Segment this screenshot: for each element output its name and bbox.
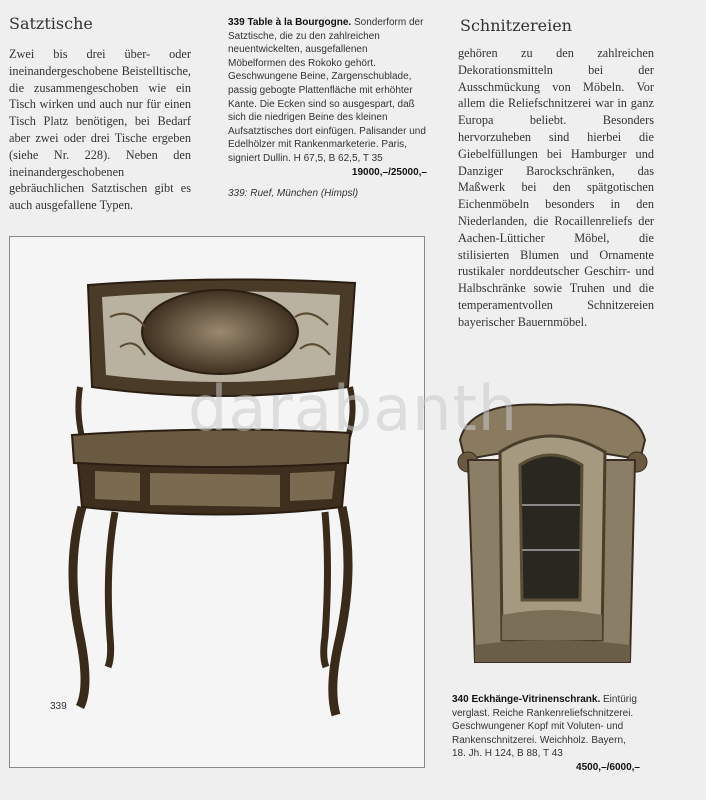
item-340-title: Eckhänge-Vitrinenschrank. [471, 694, 601, 705]
item-340-description [452, 693, 640, 775]
item-340-number: 340 [452, 694, 469, 705]
photo-339-label: 339 [50, 701, 67, 712]
item-339-title: Table à la Bourgogne. [247, 17, 352, 28]
item-340-text: Eintürig verglast. Reiche Rankenreliefschnitzerei. Geschwungener Kopf mit Voluten- und Rankenschnitzerei. Weichholz. Bayern, 18. Jh. H 124, B 88, T 43 [452, 694, 637, 760]
item-339-text: Sonderform der Satztische, die zu den zahlreichen neuentwickelten, ausgefallenen Möbelformen des Rokoko gehört. Geschwungene Beine, Zargenschublade, passig gebogte Plattenfläche mit erhöhter Kante. Die Ecken sind so ausgespart, daß sich die niedrigen Beine des kleinen Aufsatztisches dort einfügen. Palisander und Edelhölzer mit Rankenmarketerie. Paris, signiert Dullin. H 67,5, B 62,5, T 35 [228, 17, 426, 164]
photo-339-frame [9, 236, 425, 768]
item-339-number: 339 [228, 17, 245, 28]
table-a-la-bourgogne-photo [10, 237, 424, 767]
item-339-credit: 339: Ruef, München (Himpsl) [228, 188, 359, 199]
section-heading-schnitzereien: Schnitzereien [460, 16, 572, 35]
item-339-description [228, 16, 427, 179]
satztische-body [9, 46, 191, 214]
item-339-price: 19000,–/25000,– [351, 166, 427, 178]
item-340-price: 4500,–/6000,– [576, 761, 640, 773]
satztische-text: Zwei bis drei über- oder ineinandergeschobene Beistelltische, die zusammengeschoben wie ein Tisch wirken und auch nur für einen Tisch Platz benötigen, bei Bedarf aber zwei oder drei Tische ergeben (siehe Nr. 228). Neben den ineinandergeschobenen gebräuchlichen Satztischen gibt es auch ausgefallene Typen. [9, 47, 191, 213]
schnitzereien-body [458, 45, 654, 331]
section-heading-satztische: Satztische [9, 14, 93, 33]
schnitzereien-text: gehören zu den zahlreichen Dekorationsmitteln bei der Ausschmückung von Möbeln. Vor allem die Reliefschnitzerei war in ganz Europa beliebt. Besonders hervorzuheben sind hierbei die Giebelfüllungen bei Hamburger und Danziger Barockschränken, das Maßwerk bei den spätgotischen Eichenmöbeln besonders in den Niederlanden, die Rocaillenreliefs der Aachen-Lütticher Möbel, die stilisierten Blumen und Ornamente rustikaler norddeutscher Geschirr- und Halbschränke sowie Truhen und die temperamentvollen Schnitzereien bayerischer Bauernmöbel. [458, 46, 654, 329]
watermark-text: darabanth [188, 372, 519, 445]
